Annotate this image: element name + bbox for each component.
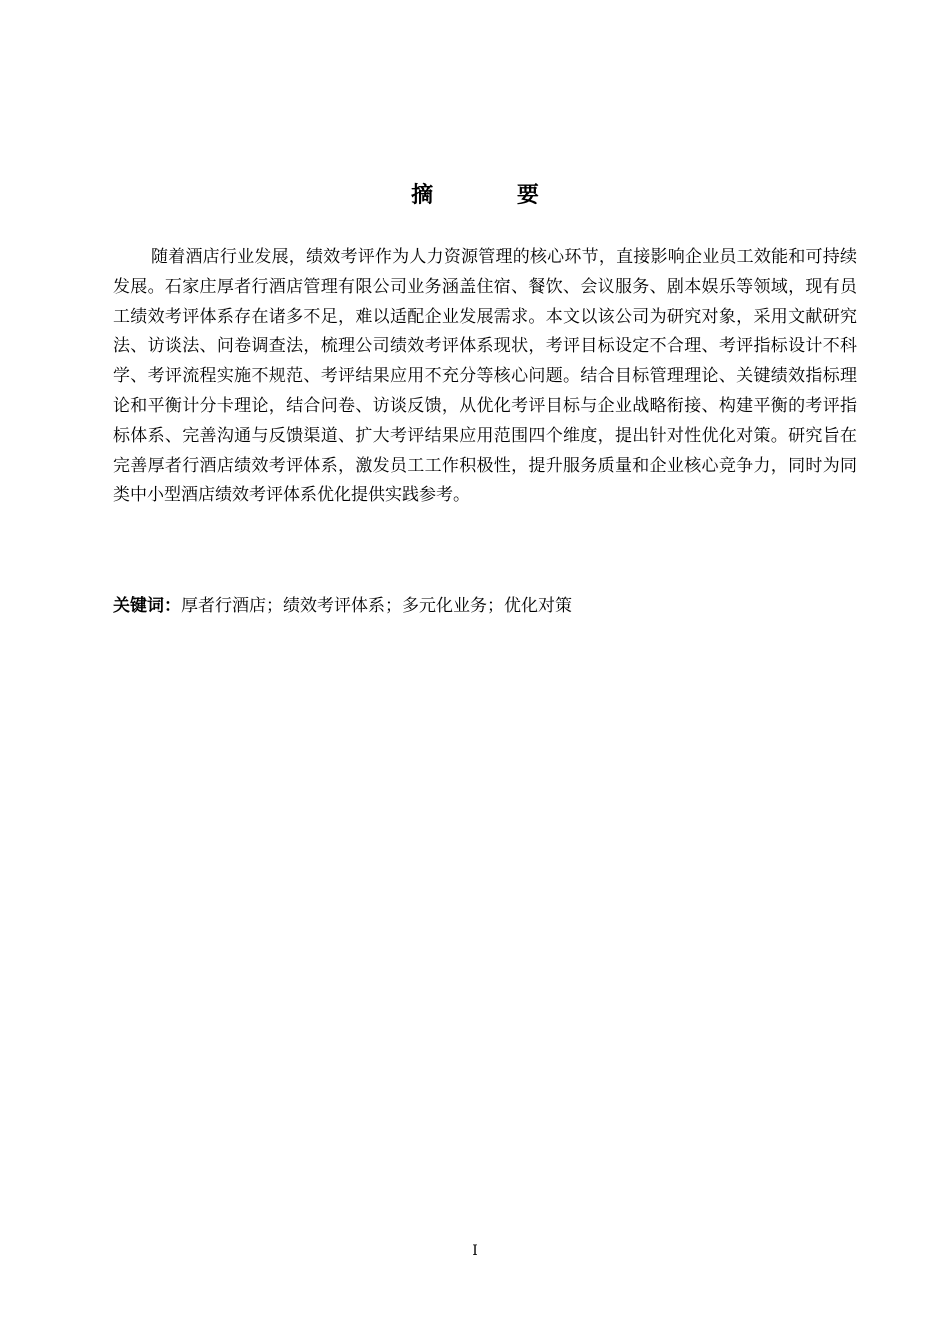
keywords-label: 关键词： — [113, 596, 181, 616]
abstract-paragraph: 随着酒店行业发展，绩效考评作为人力资源管理的核心环节，直接影响企业员工效能和可持续发展。石家庄厚者行酒店管理有限公司业务涵盖住宿、餐饮、会议服务、剧本娱乐等领域，现有员工绩效考评体系存在诸多不足，难以适配企业发展需求。本文以该公司为研究对象，采用文献研究法、访谈法、问卷调查法，梳理公司绩效考评体系现状，考评目标设定不合理、考评指标设计不科学、考评流程实施不规范、考评结果应用不充分等核心问题。结合目标管理理论、关键绩效指标理论和平衡计分卡理论，结合问卷、访谈反馈，从优化考评目标与企业战略衔接、构建平衡的考评指标体系、完善沟通与反馈渠道、扩大考评结果应用范围四个维度，提出针对性优化对策。研究旨在完善厚者行酒店绩效考评体系，激发员工工作积极性，提升服务质量和企业核心竞争力，同时为同类中小型酒店绩效考评体系优化提供实践参考。 — [113, 247, 857, 506]
keywords-line — [113, 592, 857, 621]
abstract-title: 摘 要 — [411, 182, 577, 208]
page-number: I — [472, 1243, 478, 1259]
keywords-value: 厚者行酒店；绩效考评体系；多元化业务；优化对策 — [181, 596, 572, 616]
